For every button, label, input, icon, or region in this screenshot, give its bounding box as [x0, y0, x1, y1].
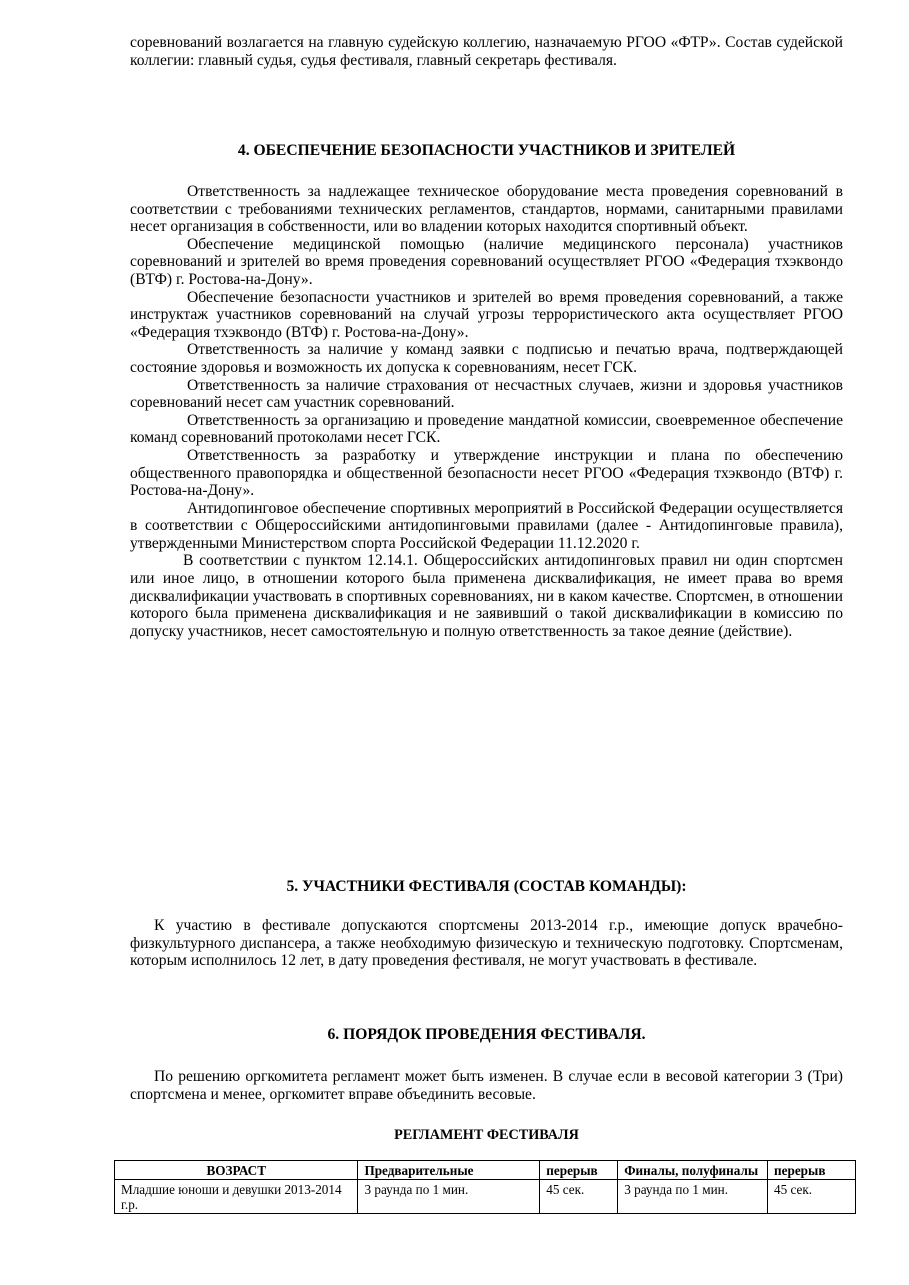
section-4-heading-block	[130, 142, 843, 160]
header-preliminary: Предварительные	[358, 1161, 540, 1180]
section-5-heading-block	[130, 878, 843, 896]
header-age: ВОЗРАСТ	[115, 1161, 358, 1180]
intro-block	[130, 34, 843, 69]
paragraph-technical-equipment: Ответственность за надлежащее техническое оборудование места проведения соревнований в соответствии с требованиями технических регламентов, стандартов, нормами, санитарными правилами несет организация в собственности, или во владении которых находится спортивный объект.	[130, 183, 843, 236]
cell-break-1: 45 сек.	[540, 1180, 618, 1214]
cell-finals: 3 раунда по 1 мин.	[618, 1180, 768, 1214]
cell-age: Младшие юноши и девушки 2013-2014 г.р.	[115, 1180, 358, 1214]
intro-paragraph: соревнований возлагается на главную судейскую коллегию, назначаемую РГОО «ФТР». Состав судейской коллегии: главный судья, судья фестиваля, главный секретарь фестиваля.	[130, 34, 843, 69]
section-4-body	[130, 183, 843, 640]
section-6-title: 6. ПОРЯДОК ПРОВЕДЕНИЯ ФЕСТИВАЛЯ.	[327, 1026, 646, 1043]
paragraph-public-order: Ответственность за разработку и утверждение инструкции и плана по обеспечению общественного правопорядка и общественной безопасности несет РГОО «Федерация тхэквондо (ВТФ) г. Ростова-на-Дону».	[130, 446, 843, 500]
section-6-body	[130, 1068, 843, 1103]
table-header-row	[115, 1161, 856, 1180]
paragraph-antidoping: Антидопинговое обеспечение спортивных мероприятий в Российской Федерации осуществляется в соответствии с Общероссийскими антидопинговыми правилами (далее - Антидопинговые правила), утвержденными Министерством спорта Российской Федерации 11.12.2020 г.	[130, 499, 843, 552]
section-4-title: 4. ОБЕСПЕЧЕНИЕ БЕЗОПАСНОСТИ УЧАСТНИКОВ И ЗРИТЕЛЕЙ	[237, 142, 736, 159]
paragraph-medical-help: Обеспечение медицинской помощью (наличие медицинского персонала) участников соревнований и зрителей во время проведения соревнований осуществляет РГОО «Федерация тхэквондо (ВТФ) г. Ростова-на-Дону».	[130, 235, 843, 288]
paragraph-safety: Обеспечение безопасности участников и зрителей во время проведения соревнований, а также инструктаж участников соревнований на случай угрозы террористического акта осуществляет РГОО «Федерация тхэквондо (ВТФ) г. Ростова-на-Дону».	[130, 288, 843, 341]
paragraph-disqualification: В соответствии с пунктом 12.14.1. Общероссийских антидопинговых правил ни один спортсмен или иное лицо, в отношении которого была применена дисквалификация, не имеет права во время дисквалификации участвовать в спортивных соревнованиях, ни в каком качестве. Спортсмен, в отношении которого была применена дисквалификация и не заявивший о такой дисквалификации в комиссию по допуску участников, несет самостоятельную и полную ответственность за такое деяние (действие).	[130, 552, 843, 640]
header-finals: Финалы, полуфиналы	[618, 1161, 768, 1180]
section-6-heading-block	[130, 1026, 843, 1044]
paragraph-mandate-commission: Ответственность за организацию и проведение мандатной комиссии, своевременное обеспечение команд соревнований протоколами несет ГСК.	[130, 411, 843, 447]
paragraph-procedure: По решению оргкомитета регламент может быть изменен. В случае если в весовой категории 3 (Три) спортсмена и менее, оргкомитет вправе объединить весовые.	[130, 1068, 843, 1103]
paragraph-insurance: Ответственность за наличие страхования от несчастных случаев, жизни и здоровья участников соревнований несет сам участник соревнований.	[130, 376, 843, 412]
section-5-title: 5. УЧАСТНИКИ ФЕСТИВАЛЯ (СОСТАВ КОМАНДЫ):	[286, 878, 687, 895]
header-break-1: перерыв	[540, 1161, 618, 1180]
header-break-2: перерыв	[768, 1161, 856, 1180]
cell-preliminary: 3 раунда по 1 мин.	[358, 1180, 540, 1214]
reglament-title: РЕГЛАМЕНТ ФЕСТИВАЛЯ	[394, 1127, 579, 1143]
reglament-table	[114, 1160, 856, 1214]
section-5-body	[130, 917, 843, 970]
table-row	[115, 1180, 856, 1214]
cell-break-2: 45 сек.	[768, 1180, 856, 1214]
reglament-heading-block	[130, 1127, 843, 1145]
paragraph-medical-application: Ответственность за наличие у команд заявки с подписью и печатью врача, подтверждающей состояние здоровья и возможность их допуска к соревнованиям, несет ГСК.	[130, 341, 843, 376]
paragraph-participants: К участию в фестивале допускаются спортсмены 2013-2014 г.р., имеющие допуск врачебно-физкультурного диспансера, а также необходимую физическую и техническую подготовку. Спортсменам, которым исполнилось 12 лет, в дату проведения фестиваля, не могут участвовать в фестивале.	[130, 917, 843, 970]
